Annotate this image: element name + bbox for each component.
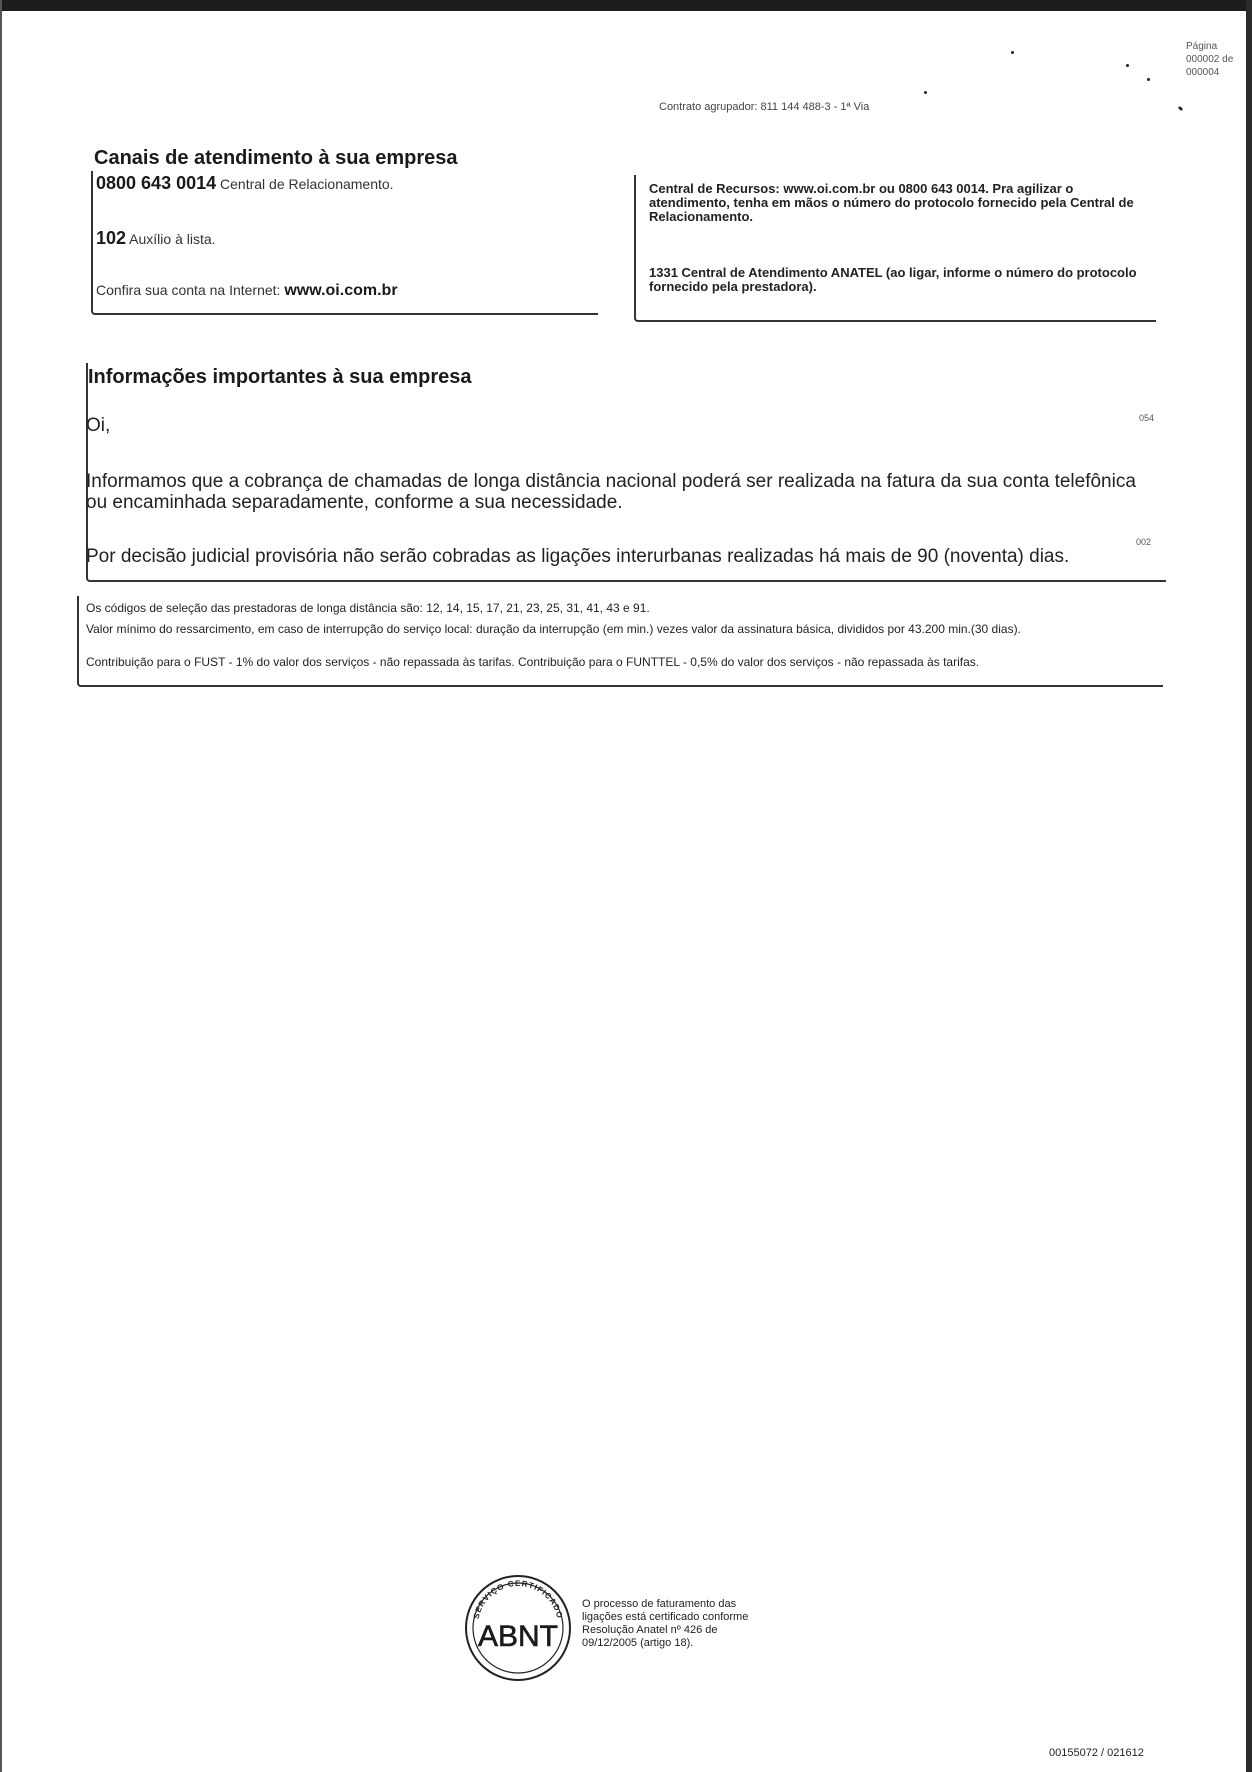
phone-number: 0800 643 0014 (96, 173, 217, 193)
page-current: 000002 de (1186, 54, 1234, 65)
notes-line-2: Valor mínimo do ressarcimento, em caso de interrupção do serviço local: duração da interrupção (em min.) vezes valor da assinatura básica, divididos por 43.200 min.(30 dias). (86, 622, 1021, 636)
scan-left-edge (0, 0, 2, 1772)
certification-text: O processo de faturamento das ligações está certificado conforme Resolução Anatel nº 426 de 09/12/2005 (artigo 18). (582, 1598, 749, 1649)
seal-mark-text: ABNT (477, 1620, 559, 1653)
info-title: Informações importantes à sua empresa (88, 366, 472, 388)
scan-speck (1126, 64, 1129, 67)
scan-speck (1178, 106, 1184, 112)
abnt-seal-icon (464, 1568, 574, 1688)
internet-label: Confira sua conta na Internet: (96, 282, 281, 298)
page-total: 000004 (1186, 67, 1220, 78)
info-paragraph-2: Por decisão judicial provisória não serão cobradas as ligações interurbanas realizadas há mais de 90 (noventa) dias. (86, 546, 1070, 567)
channels-title: Canais de atendimento à sua empresa (94, 147, 458, 169)
scan-right-edge (1246, 0, 1252, 1772)
scan-speck (1011, 51, 1014, 54)
info-code-2: 002 (1136, 537, 1152, 547)
internet-line (96, 282, 398, 300)
page-label: Página (1186, 41, 1218, 52)
channels-box-left (91, 171, 598, 315)
scan-speck (924, 91, 927, 94)
info-code-1: 054 (1139, 413, 1155, 423)
scan-top-edge (0, 0, 1252, 11)
anatel-text: 1331 Central de Atendimento ANATEL (ao ligar, informe o número do protocolo fornecido pela prestadora). (649, 265, 1137, 294)
footer-code: 00155072 / 021612 (1049, 1747, 1144, 1759)
list-description: Auxílio à lista. (129, 231, 216, 247)
resources-text: Central de Recursos: www.oi.com.br ou 0800 643 0014. Pra agilizar o atendimento, tenha em mãos o número do protocolo fornecido pela Central de Relacionamento. (649, 181, 1134, 224)
seal-top-text: SERVIÇO CERTIFICADO (471, 1578, 565, 1620)
notes-line-3: Contribuição para o FUST - 1% do valor dos serviços - não repassada às tarifas. Contribuição para o FUNTTEL - 0,5% do valor dos serviços - não repassada às tarifas. (86, 655, 980, 669)
list-line (96, 228, 216, 249)
internet-url: www.oi.com.br (284, 282, 398, 299)
contract-number: Contrato agrupador: 811 144 488-3 - 1ª Via (659, 101, 870, 113)
phone-description: Central de Relacionamento. (220, 176, 394, 192)
scan-speck (1147, 78, 1150, 81)
page-indicator (1186, 40, 1233, 79)
notes-line-1: Os códigos de seleção das prestadoras de longa distância são: 12, 14, 15, 17, 21, 23, 25, 31, 41, 43 e 91. (86, 601, 650, 615)
channels-box-right (634, 175, 1156, 322)
info-greeting: Oi, (86, 415, 111, 436)
list-number: 102 (96, 228, 127, 248)
info-paragraph-1: Informamos que a cobrança de chamadas de longa distância nacional poderá ser realizada na fatura da sua conta telefônica ou encaminhada separadamente, conforme a sua necessidade. (86, 471, 1136, 513)
phone-line (96, 173, 394, 194)
notes-box (77, 596, 1163, 687)
